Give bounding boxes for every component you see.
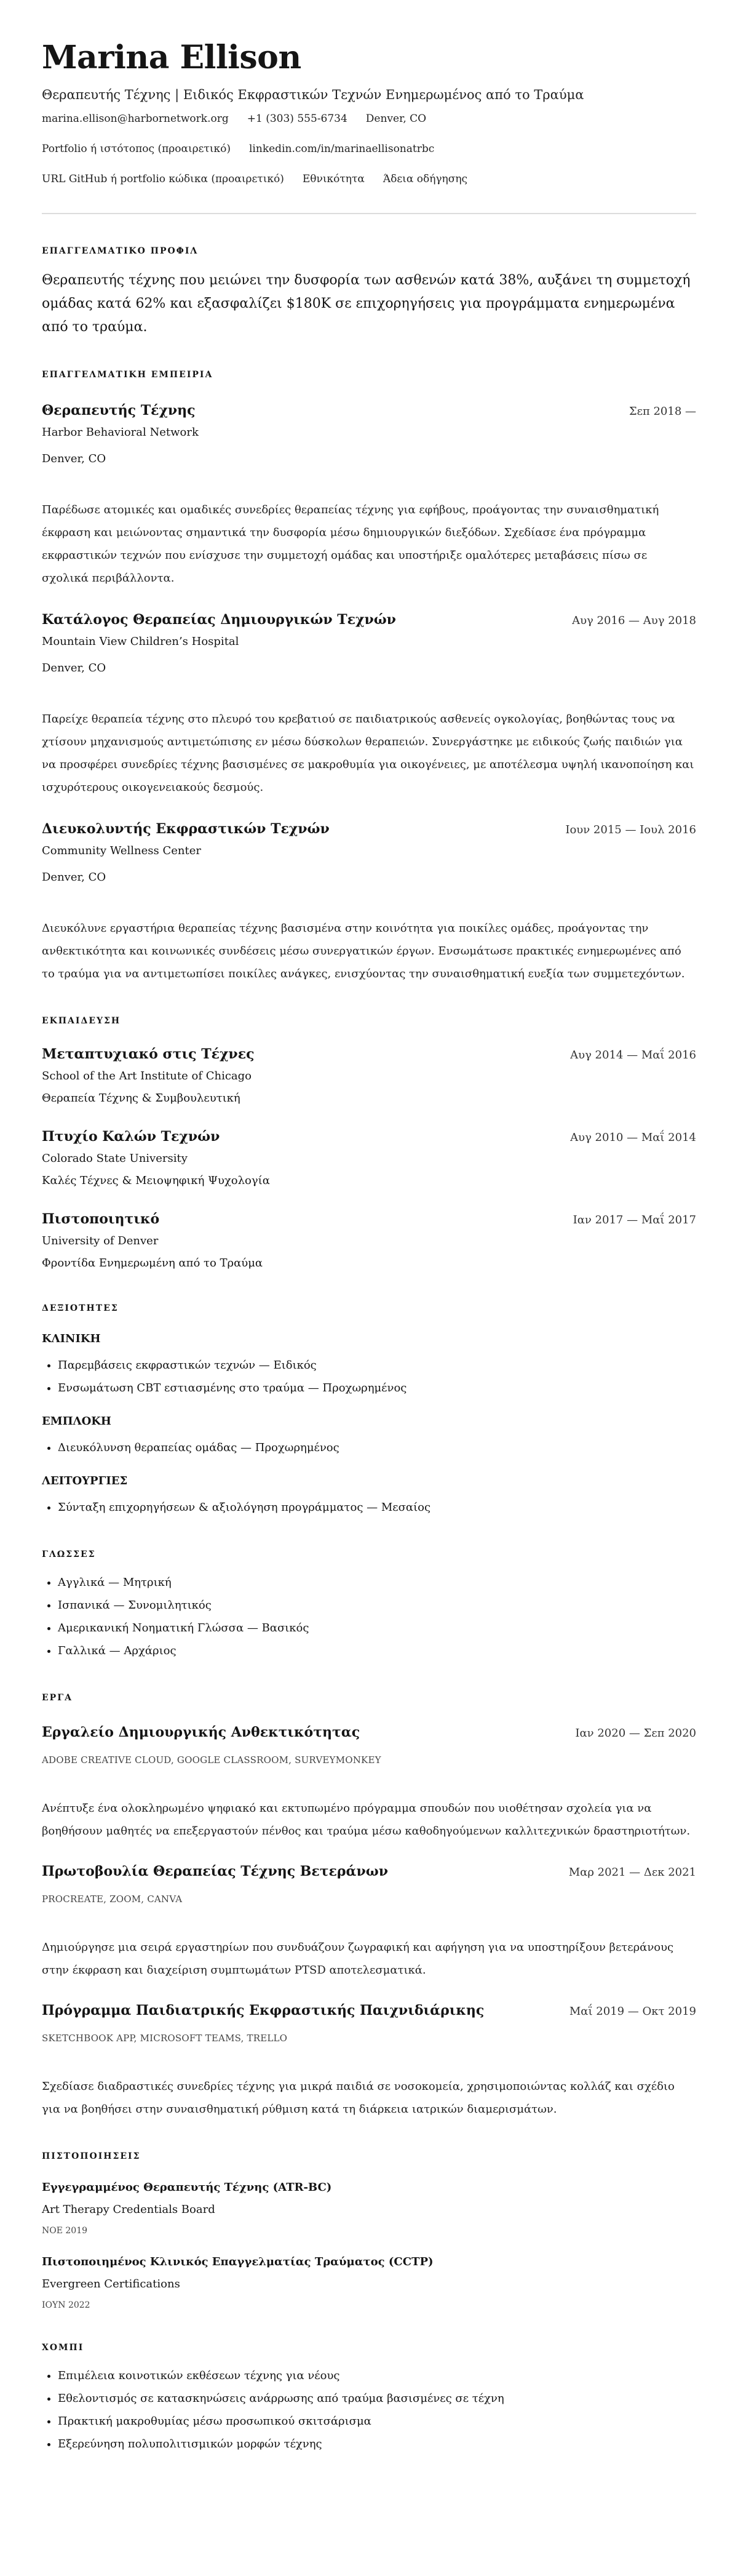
language-item: • Αγγλικά — Μητρική <box>58 1571 696 1594</box>
header-divider <box>42 213 696 214</box>
hobby-item: • Πρακτική μακροθυμίας μέσω προσωπικού σκιτσάρισμα <box>58 2410 696 2433</box>
project-entry <box>42 2001 696 2121</box>
job-title: Θεραπευτής Τέχνης <box>42 402 196 418</box>
certification-issuer: Evergreen Certifications <box>42 2278 180 2290</box>
project-tech-stack: ADOBE CREATIVE CLOUD, GOOGLE CLASSROOM, SURVEYMONKEY <box>42 1754 381 1766</box>
education-dates: Αυγ 2014 — Μαΐ 2016 <box>570 1049 696 1062</box>
project-description: Ανέπτυξε ένα ολοκληρωμένο ψηφιακό και εκτυπωμένο πρόγραμμα σπουδών που υιοθέτησαν σχολεία για να βοηθήσουν μαθητές να επεξεργαστούν πένθος και τραύμα μέσω καθοδηγούμενων καλλιτεχνικών δραστηριοτήτων. <box>42 1802 691 1838</box>
skill-list <box>42 1436 696 1459</box>
hobby-item: • Επιμέλεια κοινοτικών εκθέσεων τέχνης για νέους <box>58 2364 696 2387</box>
email-link[interactable]: marina.ellison@harbornetwork.org <box>42 113 229 125</box>
section-heading-experience: ΕΠΑΓΓΕΛΜΑΤΙΚΗ ΕΜΠΕΙΡΙΑ <box>42 370 213 380</box>
certification-date: ΙΟΥΝ 2022 <box>42 2300 90 2310</box>
github-link[interactable]: URL GitHub ή portfolio κώδικα (προαιρετικό) <box>42 173 284 185</box>
education-header <box>42 1210 696 1230</box>
education-entry <box>42 1045 696 1108</box>
job-company: Harbor Behavioral Network <box>42 426 199 439</box>
section-heading-profile: ΕΠΑΓΓΕΛΜΑΤΙΚΟ ΠΡΟΦΙΛ <box>42 246 199 256</box>
certification-title: Εγγεγραμμένος Θεραπευτής Τέχνης (ATR-BC) <box>42 2181 332 2194</box>
education-title: Πτυχίο Καλών Τεχνών <box>42 1129 220 1145</box>
education-field: Θεραπεία Τέχνης & Συμβουλευτική <box>42 1092 240 1105</box>
project-title: Εργαλείο Δημιουργικής Ανθεκτικότητας <box>42 1724 360 1740</box>
project-title: Πρόγραμμα Παιδιατρικής Εκφραστικής Παιχνιδιάρικης <box>42 2002 485 2018</box>
linkedin-link[interactable]: linkedin.com/in/marinaellisonatrbc <box>249 143 435 155</box>
education-school: School of the Art Institute of Chicago <box>42 1070 252 1082</box>
job-header <box>42 401 696 421</box>
education-dates: Ιαν 2017 — Μαΐ 2017 <box>573 1214 696 1226</box>
headline: Θεραπευτής Τέχνης | Ειδικός Εκφραστικών Τεχνών Ενημερωμένος από το Τραύμα <box>42 87 584 102</box>
education-header <box>42 1045 696 1065</box>
project-entry <box>42 1723 696 1842</box>
project-header <box>42 1723 696 1743</box>
section-heading-languages: ΓΛΩΣΣΕΣ <box>42 1550 96 1559</box>
languages-list <box>42 1571 696 1662</box>
section-heading-hobbies: ΧΟΜΠΙ <box>42 2343 84 2353</box>
job-location: Denver, CO <box>42 452 106 465</box>
project-tech-stack: SKETCHBOOK APP, MICROSOFT TEAMS, TRELLO <box>42 2033 288 2044</box>
project-description: Σχεδίασε διαδραστικές συνεδρίες τέχνης για μικρά παιδιά σε νοσοκομεία, χρησιμοποιώντας κολλάζ και σχέδιο για να βοηθήσει στην συναισθηματική ρύθμιση κατά τη διάρκεια ιατρικών διαμερισμάτων. <box>42 2080 675 2116</box>
project-dates: Μαρ 2021 — Δεκ 2021 <box>568 1866 696 1879</box>
section-heading-skills: ΔΕΞΙΟΤΗΤΕΣ <box>42 1303 119 1313</box>
project-dates: Μαΐ 2019 — Οκτ 2019 <box>569 2005 696 2018</box>
job-location: Denver, CO <box>42 871 106 884</box>
job-header <box>42 820 696 839</box>
job-dates: Ιουν 2015 — Ιουλ 2016 <box>565 823 696 836</box>
job-description: Διευκόλυνε εργαστήρια θεραπείας τέχνης βασισμένα στην κοινότητα για ποικίλες ομάδες, προάγοντας την ανθεκτικότητα και κοινωνικές συνδέσεις μέσω συνεργατικών έργων. Ενσωμάτωσε πρακτικές ενημερωμένες από το τραύμα για να αντιμετωπίσει ποικίλες ανάγκες, ενισχύοντας την συναισθηματική ευεξία των συμμετεχόντων. <box>42 922 685 980</box>
education-entry <box>42 1210 696 1273</box>
job-header <box>42 610 696 630</box>
location-text: Denver, CO <box>365 113 427 125</box>
hobby-item: • Εξερεύνηση πολυπολιτισμικών μορφών τέχνης <box>58 2433 696 2455</box>
education-school: Colorado State University <box>42 1152 188 1165</box>
certification-entry <box>42 2254 696 2312</box>
contact-row <box>42 104 696 134</box>
project-title: Πρωτοβουλία Θεραπείας Τέχνης Βετεράνων <box>42 1863 388 1879</box>
profile-summary: Θεραπευτής τέχνης που μειώνει την δυσφορία των ασθενών κατά 38%, αυξάνει τη συμμετοχή ομάδας κατά 62% και εξασφαλίζει $180K σε επιχορηγήσεις για προγράμματα ενημερωμένα από το τραύμα. <box>42 273 691 335</box>
section-heading-education: ΕΚΠΑΙΔΕΥΣΗ <box>42 1016 121 1026</box>
job-entry <box>42 820 696 985</box>
job-description: Παρείχε θεραπεία τέχνης στο πλευρό του κρεβατιού σε παιδιατρικούς ασθενείς ογκολογίας, βοηθώντας τους να χτίσουν μηχανισμούς αντιμετώπισης εν μέσω δύσκολων θεραπειών. Συνεργάστηκε με ειδικούς ζωής παιδιών για να προσφέρει συνεδρίες τέχνης βασισμένες σε μακροθυμία για οικογένειες, με αποτέλεσμα υψηλή ικανοποίηση και ισχυρότερους οικογενειακούς δεσμούς. <box>42 713 694 794</box>
language-item: • Γαλλικά — Αρχάριος <box>58 1639 696 1662</box>
skill-list <box>42 1496 696 1519</box>
skill-group-title: ΚΛΙΝΙΚΗ <box>42 1332 101 1345</box>
project-header <box>42 2001 696 2021</box>
education-field: Φροντίδα Ενημερωμένη από το Τραύμα <box>42 1257 263 1270</box>
hobbies-list <box>42 2364 696 2455</box>
job-title: Διευκολυντής Εκφραστικών Τεχνών <box>42 821 330 837</box>
education-school: University of Denver <box>42 1234 159 1247</box>
skill-item: • Ενσωμάτωση CBT εστιασμένης στο τραύμα — Προχωρημένος <box>58 1377 696 1399</box>
project-header <box>42 1862 696 1882</box>
project-tech-stack: PROCREATE, ZOOM, CANVA <box>42 1894 183 1905</box>
driving-license-text: Άδεια οδήγησης <box>383 173 468 185</box>
skill-list <box>42 1354 696 1399</box>
job-dates: Αυγ 2016 — Αυγ 2018 <box>572 614 696 627</box>
section-heading-projects: ΕΡΓΑ <box>42 1693 73 1703</box>
candidate-name: Marina Ellison <box>42 39 301 76</box>
job-description: Παρέδωσε ατομικές και ομαδικές συνεδρίες θεραπείας τέχνης για εφήβους, προάγοντας την συναισθηματική έκφραση και μειώνοντας σημαντικά την δυσφορία μέσω δημιουργικών διεξόδων. Σχεδίασε ένα πρόγραμμα εκφραστικών τεχνών που ενίσχυσε την συμμετοχή ομάδας και υποστήριξε ομαλότερες μεταβάσεις πίσω σε σχολικά περιβάλλοντα. <box>42 503 659 585</box>
job-dates: Σεπ 2018 — <box>629 405 696 418</box>
education-title: Πιστοποιητικό <box>42 1211 160 1227</box>
education-entry <box>42 1127 696 1190</box>
portfolio-link[interactable]: Portfolio ή ιστότοπος (προαιρετικό) <box>42 143 231 155</box>
job-entry <box>42 610 696 799</box>
skill-group-title: ΛΕΙΤΟΥΡΓΙΕΣ <box>42 1474 128 1487</box>
job-title: Κατάλογος Θεραπείας Δημιουργικών Τεχνών <box>42 612 396 628</box>
education-dates: Αυγ 2010 — Μαΐ 2014 <box>570 1131 696 1144</box>
phone-link[interactable]: +1 (303) 555-6734 <box>247 113 347 125</box>
certification-date: ΝΟΕ 2019 <box>42 2226 88 2236</box>
education-field: Καλές Τέχνες & Μειοψηφική Ψυχολογία <box>42 1174 270 1187</box>
skill-item: • Σύνταξη επιχορηγήσεων & αξιολόγηση προγράμματος — Μεσαίος <box>58 1496 696 1519</box>
skill-item: • Παρεμβάσεις εκφραστικών τεχνών — Ειδικός <box>58 1354 696 1377</box>
job-location: Denver, CO <box>42 662 106 674</box>
certification-title: Πιστοποιημένος Κλινικός Επαγγελματίας Τραύματος (CCTP) <box>42 2255 434 2268</box>
education-header <box>42 1127 696 1147</box>
job-company: Community Wellness Center <box>42 844 201 857</box>
project-description: Δημιούργησε μια σειρά εργαστηρίων που συνδυάζουν ζωγραφική και αφήγηση για να υποστηρίξουν βετεράνους στην έκφραση και διαχείριση συμπτωμάτων PTSD αποτελεσματικά. <box>42 1941 674 1977</box>
contact-row <box>42 134 696 164</box>
hobby-item: • Εθελοντισμός σε κατασκηνώσεις ανάρρωσης από τραύμα βασισμένες σε τέχνη <box>58 2387 696 2410</box>
language-item: • Αμερικανική Νοηματική Γλώσσα — Βασικός <box>58 1617 696 1639</box>
contact-row <box>42 164 696 194</box>
skill-group-title: ΕΜΠΛΟΚΗ <box>42 1415 111 1428</box>
project-entry <box>42 1862 696 1982</box>
certification-issuer: Art Therapy Credentials Board <box>42 2203 215 2216</box>
nationality-text: Εθνικότητα <box>302 173 365 185</box>
job-company: Mountain View Children’s Hospital <box>42 635 239 648</box>
certification-entry <box>42 2179 696 2238</box>
education-title: Μεταπτυχιακό στις Τέχνες <box>42 1046 255 1062</box>
section-heading-certifications: ΠΙΣΤΟΠΟΙΗΣΕΙΣ <box>42 2151 141 2161</box>
language-item: • Ισπανικά — Συνομιλητικός <box>58 1594 696 1617</box>
skill-item: • Διευκόλυνση θεραπείας ομάδας — Προχωρημένος <box>58 1436 696 1459</box>
job-entry <box>42 401 696 590</box>
project-dates: Ιαν 2020 — Σεπ 2020 <box>575 1727 696 1740</box>
